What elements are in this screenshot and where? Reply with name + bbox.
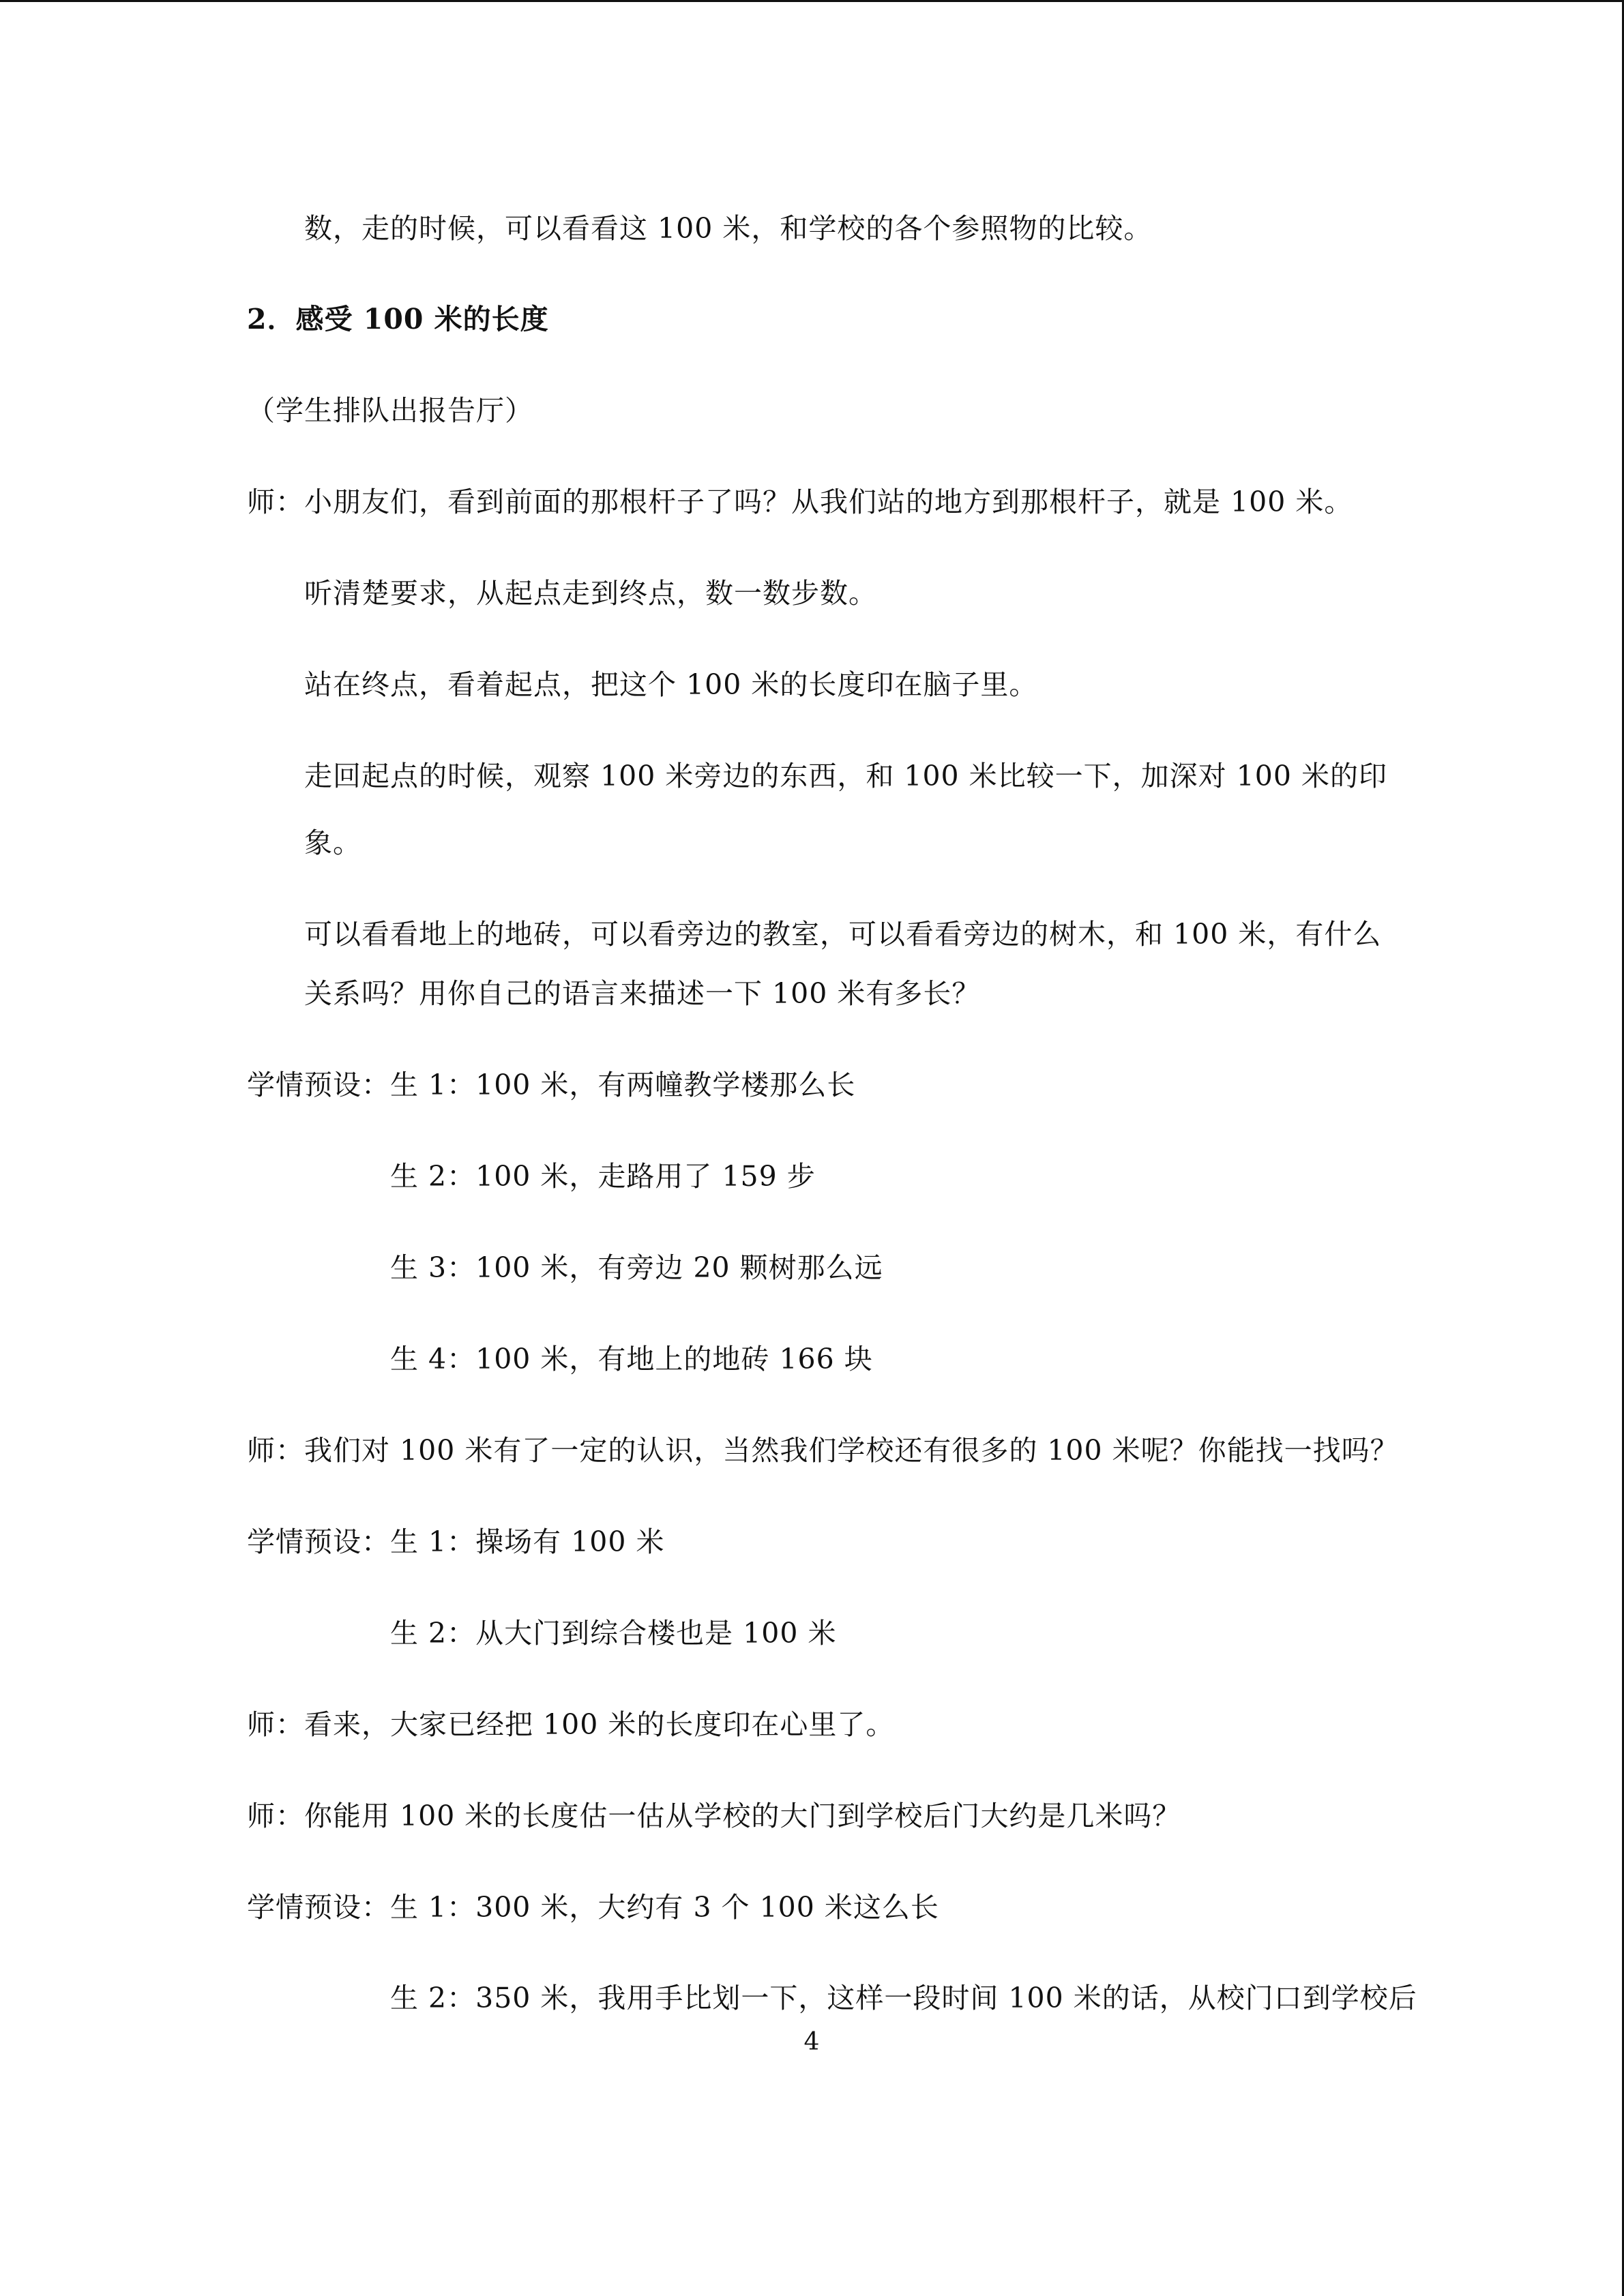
page-top-border — [0, 0, 1624, 2]
text-line: 数，走的时候，可以看看这 100 米，和学校的各个参照物的比较。 — [304, 212, 1153, 245]
text-line: 生 3：100 米，有旁边 20 颗树那么远 — [390, 1251, 883, 1284]
page-number: 4 — [803, 2028, 820, 2056]
text-line: （学生排队出报告厅） — [247, 394, 533, 427]
text-line: 学情预设：生 1：300 米，大约有 3 个 100 米这么长 — [247, 1891, 939, 1924]
text-line: 听清楚要求，从起点走到终点，数一数步数。 — [304, 577, 877, 610]
text-line: 生 2：350 米，我用手比划一下，这样一段时间 100 米的话，从校门口到学校后 — [390, 1982, 1417, 2014]
text-line: 师：看来，大家已经把 100 米的长度印在心里了。 — [247, 1708, 895, 1741]
text-line: 师：我们对 100 米有了一定的认识，当然我们学校还有很多的 100 米呢？你能找一找吗？ — [247, 1434, 1399, 1467]
text-line: 走回起点的时候，观察 100 米旁边的东西，和 100 米比较一下，加深对 100 米的印 — [304, 760, 1387, 792]
text-line: 关系吗？用你自己的语言来描述一下 100 米有多长？ — [304, 977, 981, 1010]
text-line: 学情预设：生 1：100 米，有两幢教学楼那么长 — [247, 1069, 856, 1101]
text-line: 象。 — [304, 826, 361, 859]
text-line: 生 2：从大门到综合楼也是 100 米 — [390, 1617, 837, 1650]
text-line: 生 2：100 米，走路用了 159 步 — [390, 1160, 816, 1193]
text-line: 师：小朋友们，看到前面的那根杆子了吗？从我们站的地方到那根杆子，就是 100 米。 — [247, 486, 1353, 518]
text-line: 学情预设：生 1：操场有 100 米 — [247, 1525, 665, 1558]
text-line: 站在终点，看着起点，把这个 100 米的长度印在脑子里。 — [304, 668, 1038, 701]
text-line: 可以看看地上的地砖，可以看旁边的教室，可以看看旁边的树木，和 100 米，有什么 — [304, 918, 1382, 951]
section-heading: 2．感受 100 米的长度 — [247, 303, 549, 336]
text-line: 生 4：100 米，有地上的地砖 166 块 — [390, 1343, 873, 1375]
text-line: 师：你能用 100 米的长度估一估从学校的大门到学校后门大约是几米吗？ — [247, 1800, 1181, 1832]
